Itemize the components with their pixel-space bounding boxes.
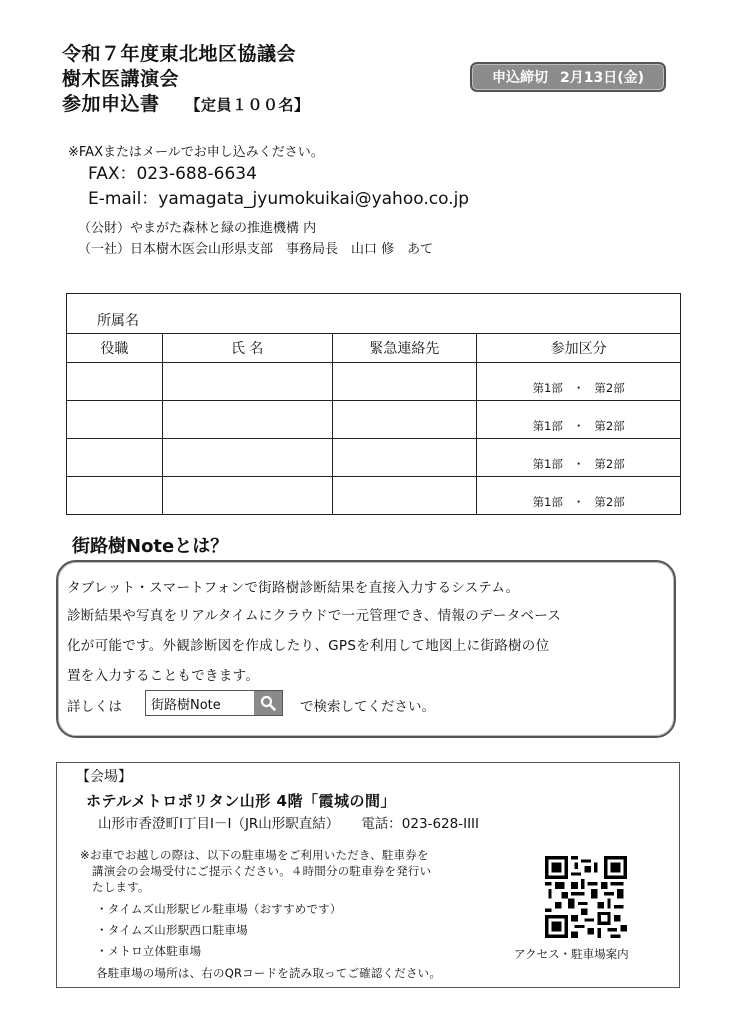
deadline-badge [470,62,666,92]
parking-lot-2: ・タイムズ山形駅西口駐車場 [96,923,248,937]
separator: ・ [572,495,585,509]
part-1-option[interactable]: 第1部 [532,457,563,471]
search-box-illustration [145,690,283,716]
deadline-date: 2月13日(金) [559,70,645,86]
emergency-contact-cell[interactable] [332,477,477,515]
capacity-label: 【定員１００名】 [185,96,310,114]
search-icon [254,691,282,715]
table-row [67,401,681,439]
part-2-option[interactable]: 第2部 [594,457,625,471]
parking-note-line-1: ※お車でお越しの際は、以下の駐車場をご利用いただき、駐車券を [80,848,429,862]
participation-cell[interactable] [477,439,681,477]
emergency-contact-cell[interactable] [332,363,477,401]
note-section-heading: 街路樹Noteとは？ [72,536,229,557]
organization-1: （公財）やまがた森林と緑の推進機構 内 [78,221,317,236]
application-table [66,293,681,515]
affiliation-label: 所属名 [97,313,139,329]
part-1-option[interactable]: 第1部 [532,381,563,395]
separator: ・ [572,419,585,433]
participation-cell[interactable] [477,401,681,439]
participation-cell[interactable] [477,363,681,401]
separator: ・ [572,457,585,471]
affiliation-field[interactable] [67,294,681,334]
search-prefix: 詳しくは [67,699,123,715]
organization-2: （一社）日本樹木医会山形県支部 事務局長 山口 修 あて [78,242,434,257]
venue-heading: 【会場】 [76,769,132,785]
participation-cell[interactable] [477,477,681,515]
parking-lot-1: ・タイムズ山形駅ビル駐車場（おすすめです） [96,902,342,916]
name-cell[interactable] [162,401,332,439]
emergency-contact-cell[interactable] [332,401,477,439]
table-row [67,363,681,401]
search-suffix: で検索してください。 [300,699,435,715]
table-row [67,439,681,477]
title-line-3: 参加申込書 [62,93,160,115]
part-1-option[interactable]: 第1部 [532,495,563,509]
name-cell[interactable] [162,439,332,477]
separator: ・ [572,381,585,395]
parking-note-line-2: 講演会の会場受付にご提示ください。４時間分の駐車券を発行い [92,864,432,878]
position-cell[interactable] [67,401,163,439]
note-line-2: 診断結果や写真をリアルタイムにクラウドで一元管理でき、情報のデータベース [67,608,562,624]
qr-code-icon[interactable] [545,856,627,938]
title-line-1: 令和７年度東北地区協議会 [62,43,297,65]
note-line-1: タブレット・スマートフォンで街路樹診断結果を直接入力するシステム。 [67,580,520,596]
email-address: E-mail：yamagata_jyumokuikai@yahoo.co.jp [88,189,470,209]
qr-instruction: 各駐車場の場所は、右のQRコードを読み取ってご確認ください。 [96,966,442,980]
part-2-option[interactable]: 第2部 [594,419,625,433]
submission-note: ※FAXまたはメールでお申し込みください。 [68,145,324,160]
fax-number: FAX：023-688-6634 [88,164,257,184]
position-cell[interactable] [67,363,163,401]
qr-label: アクセス・駐車場案内 [514,947,629,961]
venue-phone: 電話：023-628-ⅠⅠⅠⅠ [361,816,480,832]
position-cell[interactable] [67,439,163,477]
parking-lot-3: ・メトロ立体駐車場 [96,944,202,958]
part-2-option[interactable]: 第2部 [594,495,625,509]
position-cell[interactable] [67,477,163,515]
parking-note-line-3: たします。 [92,880,150,894]
venue-name: ホテルメトロポリタン山形 4階「霞城の間」 [86,792,396,810]
column-header-position: 役職 [67,334,163,363]
table-row [67,477,681,515]
deadline-label: 申込締切 [491,70,548,86]
search-term: 街路樹Note [151,697,221,713]
name-cell[interactable] [162,363,332,401]
venue-address: 山形市香澄町Ⅰ丁目Ⅰ－Ⅰ（JR山形駅直結） [98,816,340,832]
name-cell[interactable] [162,477,332,515]
form-title [62,42,310,118]
emergency-contact-cell[interactable] [332,439,477,477]
part-1-option[interactable]: 第1部 [532,419,563,433]
title-line-2: 樹木医講演会 [62,68,180,90]
column-header-participation: 参加区分 [477,334,681,363]
column-header-emergency-contact: 緊急連絡先 [332,334,477,363]
note-line-3: 化が可能です。外観診断図を作成したり、GPSを利用して地図上に街路樹の位 [67,638,550,654]
venue-address-line [98,812,479,832]
note-line-4: 置を入力することもできます。 [67,668,260,684]
column-header-name: 氏 名 [162,334,332,363]
part-2-option[interactable]: 第2部 [594,381,625,395]
